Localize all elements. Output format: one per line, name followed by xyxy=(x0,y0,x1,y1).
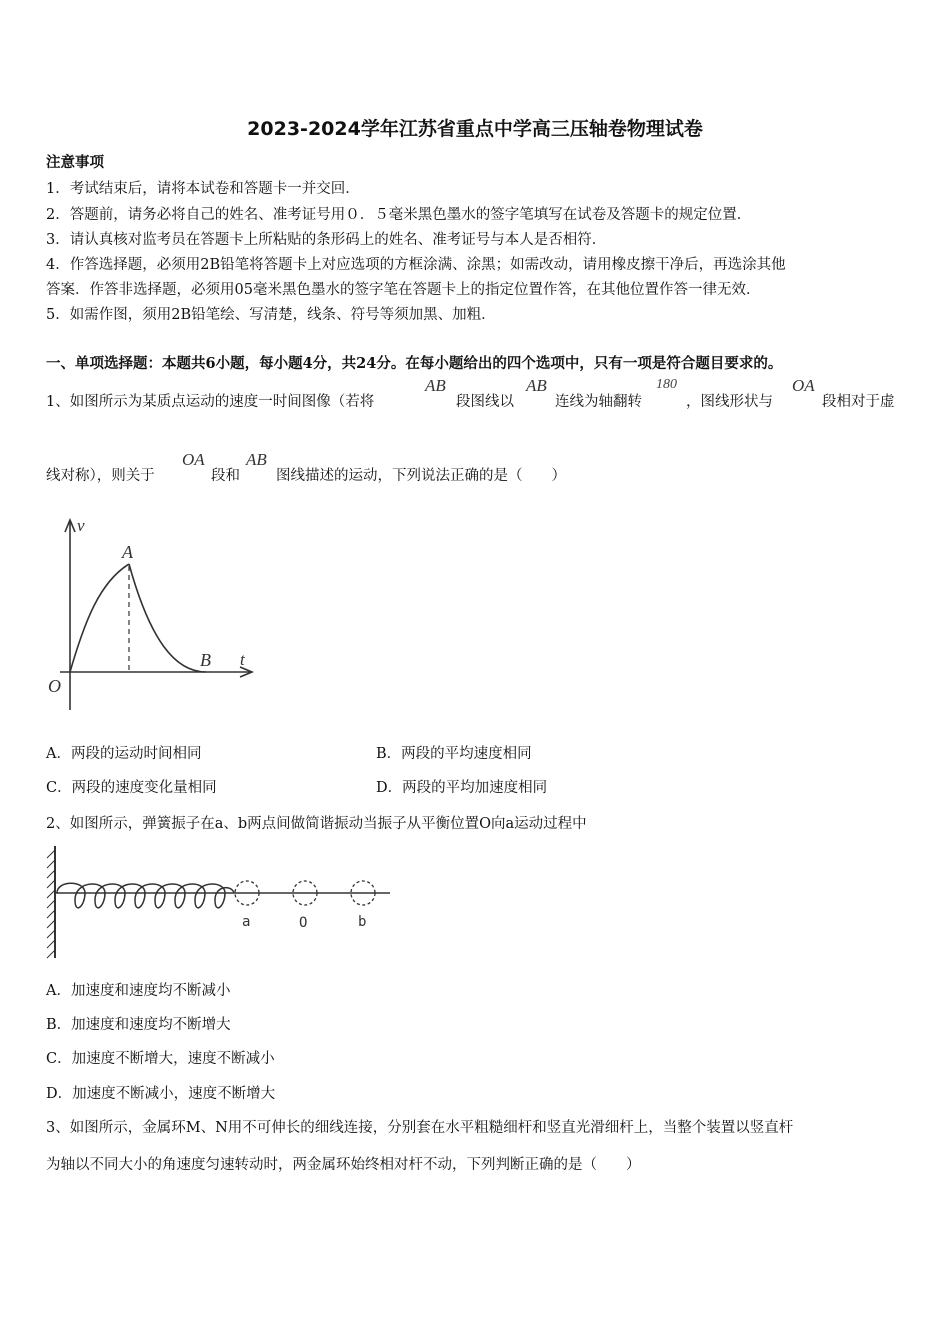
q1-math-ab: AB xyxy=(526,376,547,395)
q1-math-180: 180 xyxy=(656,377,677,392)
q1-math-oa: OA xyxy=(182,450,205,469)
q2-option-c: C．加速度不断增大，速度不断减小 xyxy=(46,1051,275,1067)
q1-option-b: B．两段的平均速度相同 xyxy=(376,746,532,762)
q2-stem: 2、如图所示，弹簧振子在a、b两点间做简谐振动当振子从平衡位置O向a运动过程中 xyxy=(46,816,587,832)
point-b-label: B xyxy=(200,650,211,670)
q1-option-d: D．两段的平均加速度相同 xyxy=(376,780,548,796)
q1-stem-part: 段相对于虚 xyxy=(822,394,895,410)
notes-heading: 注意事项 xyxy=(46,154,104,171)
page-title: 2023-2024学年江苏省重点中学高三压轴卷物理试卷 xyxy=(247,118,703,140)
q1-math-ab: AB xyxy=(246,450,267,469)
q1-stem-part: ，图线形状与 xyxy=(686,394,773,410)
note-item: 1．考试结束后，请将本试卷和答题卡一并交回． xyxy=(46,181,360,197)
spring-coil xyxy=(57,883,234,908)
q2-option-d: D．加速度不断减小，速度不断增大 xyxy=(46,1086,276,1102)
label-a: a xyxy=(242,914,251,930)
q1-math-ab: AB xyxy=(425,376,446,395)
note-item: 2．答题前，请务必将自己的姓名、准考证号用０．５毫米黑色墨水的签字笔填写在试卷及答题卡的规定位置． xyxy=(46,207,752,223)
note-item: 4．作答选择题，必须用2B铅笔将答题卡上对应选项的方框涂满、涂黑；如需改动，请用橡皮擦干净后，再选涂其他 xyxy=(46,257,786,273)
label-b: b xyxy=(358,914,367,930)
origin-label: O xyxy=(48,676,61,696)
note-item: 3．请认真核对监考员在答题卡上所粘贴的条形码上的姓名、准考证号与本人是否相符． xyxy=(46,232,607,248)
q1-math-oa: OA xyxy=(792,376,815,395)
q2-option-a: A．加速度和速度均不断减小 xyxy=(46,983,231,999)
q1-stem-part: 段图线以 xyxy=(456,394,514,410)
v-label: v xyxy=(77,516,85,535)
q1-stem-part: 1、如图所示为某质点运动的速度一时间图像（若将 xyxy=(46,394,375,410)
q3-stem-line2: 为轴以不同大小的角速度匀速转动时，两金属环始终相对杆不动，下列判断正确的是（ ） xyxy=(46,1157,641,1173)
q1-option-a: A．两段的运动时间相同 xyxy=(46,746,202,762)
q1-stem-part: 段和 xyxy=(211,468,240,484)
q1-option-c: C．两段的速度变化量相同 xyxy=(46,780,217,796)
section-heading: 一、单项选择题：本题共6小题，每小题4分，共24分。在每小题给出的四个选项中，只有一项是符合题目要求的。 xyxy=(46,355,783,372)
t-label: t xyxy=(240,650,245,669)
wall-hatching xyxy=(47,850,55,958)
q1-stem-part: 连线为轴翻转 xyxy=(555,394,642,410)
q1-stem-part: 图线描述的运动，下列说法正确的是（ ） xyxy=(276,468,566,484)
point-a-label: A xyxy=(122,542,133,562)
note-item: 5．如需作图，须用2B铅笔绘、写清楚，线条、符号等须加黑、加粗． xyxy=(46,307,496,323)
q1-stem-part: 线对称），则关于 xyxy=(46,468,155,484)
q2-option-b: B．加速度和速度均不断增大 xyxy=(46,1017,231,1033)
q3-stem-line1: 3、如图所示，金属环M、N用不可伸长的细线连接，分别套在水平粗糙细杆和竖直光滑细杆上，当整个装置以竖直杆 xyxy=(46,1120,794,1136)
note-item: 答案．作答非选择题，必须用05毫米黑色墨水的签字笔在答题卡上的指定位置作答，在其他位置作答一律无效． xyxy=(46,282,761,298)
label-o: O xyxy=(299,915,308,931)
